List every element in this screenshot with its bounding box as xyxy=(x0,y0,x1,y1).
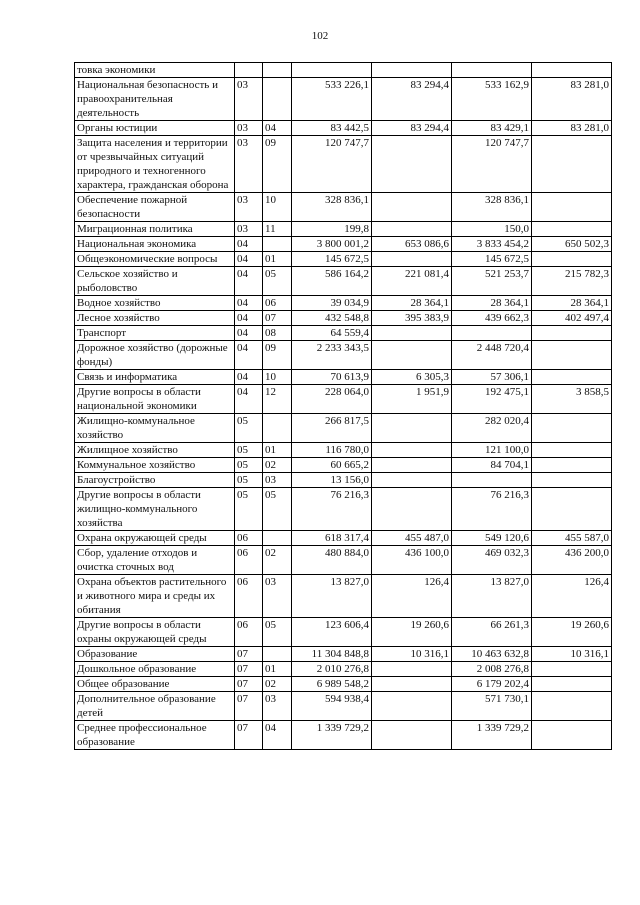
amount-total-year2: 2 448 720,4 xyxy=(452,341,532,370)
amount-total-year2 xyxy=(452,473,532,488)
amount-total-year1: 123 606,4 xyxy=(292,618,372,647)
section-code: 03 xyxy=(235,193,263,222)
amount-total-year1: 11 304 848,8 xyxy=(292,647,372,662)
table-row xyxy=(75,237,612,252)
table-row xyxy=(75,267,612,296)
amount-total-year2: 66 261,3 xyxy=(452,618,532,647)
amount-subventions-year2: 83 281,0 xyxy=(532,121,612,136)
amount-total-year2: 10 463 632,8 xyxy=(452,647,532,662)
section-code: 04 xyxy=(235,370,263,385)
amount-total-year2: 533 162,9 xyxy=(452,78,532,121)
amount-subventions-year1: 10 316,1 xyxy=(372,647,452,662)
amount-subventions-year2 xyxy=(532,692,612,721)
amount-total-year2: 439 662,3 xyxy=(452,311,532,326)
amount-total-year2: 6 179 202,4 xyxy=(452,677,532,692)
subsection-code: 10 xyxy=(263,370,292,385)
amount-total-year2 xyxy=(452,63,532,78)
amount-total-year1: 432 548,8 xyxy=(292,311,372,326)
amount-total-year2: 57 306,1 xyxy=(452,370,532,385)
subsection-code xyxy=(263,237,292,252)
section-code: 04 xyxy=(235,237,263,252)
section-code: 07 xyxy=(235,647,263,662)
table-row xyxy=(75,677,612,692)
item-name: Национальная экономика xyxy=(75,237,235,252)
subsection-code: 01 xyxy=(263,662,292,677)
amount-subventions-year2 xyxy=(532,136,612,193)
subsection-code: 09 xyxy=(263,341,292,370)
table-row xyxy=(75,443,612,458)
amount-subventions-year1: 653 086,6 xyxy=(372,237,452,252)
item-name: Органы юстиции xyxy=(75,121,235,136)
subsection-code: 04 xyxy=(263,121,292,136)
amount-total-year1: 328 836,1 xyxy=(292,193,372,222)
section-code: 06 xyxy=(235,531,263,546)
amount-subventions-year2: 455 587,0 xyxy=(532,531,612,546)
amount-subventions-year2 xyxy=(532,222,612,237)
amount-subventions-year1: 19 260,6 xyxy=(372,618,452,647)
item-name: Сельское хозяйство и рыболовство xyxy=(75,267,235,296)
subsection-code: 05 xyxy=(263,618,292,647)
table-body xyxy=(75,63,612,750)
item-name: Обеспечение пожарной безопасности xyxy=(75,193,235,222)
amount-subventions-year2: 126,4 xyxy=(532,575,612,618)
section-code: 03 xyxy=(235,136,263,193)
amount-total-year1: 533 226,1 xyxy=(292,78,372,121)
amount-subventions-year1 xyxy=(372,721,452,750)
amount-subventions-year1 xyxy=(372,136,452,193)
amount-total-year2: 192 475,1 xyxy=(452,385,532,414)
subsection-code: 03 xyxy=(263,575,292,618)
item-name: Другие вопросы в области жилищно-коммунального хозяйства xyxy=(75,488,235,531)
amount-total-year2: 1 339 729,2 xyxy=(452,721,532,750)
table-row xyxy=(75,414,612,443)
subsection-code: 11 xyxy=(263,222,292,237)
amount-subventions-year2 xyxy=(532,662,612,677)
amount-total-year1: 13 156,0 xyxy=(292,473,372,488)
amount-total-year2: 150,0 xyxy=(452,222,532,237)
subsection-code xyxy=(263,531,292,546)
amount-subventions-year2: 3 858,5 xyxy=(532,385,612,414)
table-row xyxy=(75,546,612,575)
amount-total-year1: 2 233 343,5 xyxy=(292,341,372,370)
amount-total-year2: 282 020,4 xyxy=(452,414,532,443)
item-name: Жилищно-коммунальное хозяйство xyxy=(75,414,235,443)
item-name: Среднее профессиональное образование xyxy=(75,721,235,750)
item-name: Миграционная политика xyxy=(75,222,235,237)
item-name: Другие вопросы в области национальной экономики xyxy=(75,385,235,414)
section-code: 06 xyxy=(235,618,263,647)
amount-subventions-year1 xyxy=(372,692,452,721)
section-code: 05 xyxy=(235,443,263,458)
amount-subventions-year2 xyxy=(532,414,612,443)
amount-subventions-year2: 19 260,6 xyxy=(532,618,612,647)
section-code: 07 xyxy=(235,662,263,677)
amount-total-year1: 618 317,4 xyxy=(292,531,372,546)
item-name: Коммунальное хозяйство xyxy=(75,458,235,473)
section-code: 03 xyxy=(235,78,263,121)
amount-total-year1: 60 665,2 xyxy=(292,458,372,473)
item-name: Образование xyxy=(75,647,235,662)
item-name: Сбор, удаление отходов и очистка сточных вод xyxy=(75,546,235,575)
amount-subventions-year1 xyxy=(372,458,452,473)
item-name: Водное хозяйство xyxy=(75,296,235,311)
item-name: Охрана объектов растительного и животного мира и среды их обитания xyxy=(75,575,235,618)
subsection-code: 02 xyxy=(263,677,292,692)
subsection-code: 09 xyxy=(263,136,292,193)
amount-subventions-year1: 126,4 xyxy=(372,575,452,618)
subsection-code: 06 xyxy=(263,296,292,311)
section-code: 07 xyxy=(235,692,263,721)
amount-total-year1: 83 442,5 xyxy=(292,121,372,136)
item-name: Дорожное хозяйство (дорожные фонды) xyxy=(75,341,235,370)
amount-total-year1: 39 034,9 xyxy=(292,296,372,311)
amount-subventions-year1 xyxy=(372,488,452,531)
amount-total-year1: 145 672,5 xyxy=(292,252,372,267)
section-code: 03 xyxy=(235,222,263,237)
table-row xyxy=(75,370,612,385)
amount-total-year1: 3 800 001,2 xyxy=(292,237,372,252)
amount-subventions-year1: 28 364,1 xyxy=(372,296,452,311)
amount-subventions-year2: 402 497,4 xyxy=(532,311,612,326)
amount-total-year1 xyxy=(292,63,372,78)
table-row xyxy=(75,618,612,647)
item-name: Другие вопросы в области охраны окружающей среды xyxy=(75,618,235,647)
section-code: 05 xyxy=(235,473,263,488)
amount-total-year2: 84 704,1 xyxy=(452,458,532,473)
section-code: 07 xyxy=(235,677,263,692)
section-code: 05 xyxy=(235,488,263,531)
section-code: 05 xyxy=(235,458,263,473)
section-code: 04 xyxy=(235,385,263,414)
amount-subventions-year1 xyxy=(372,63,452,78)
item-name: товка экономики xyxy=(75,63,235,78)
subsection-code xyxy=(263,78,292,121)
amount-subventions-year1: 1 951,9 xyxy=(372,385,452,414)
table-row xyxy=(75,473,612,488)
subsection-code: 12 xyxy=(263,385,292,414)
subsection-code: 02 xyxy=(263,546,292,575)
subsection-code: 01 xyxy=(263,252,292,267)
item-name: Национальная безопасность и правоохранительная деятельность xyxy=(75,78,235,121)
table-row xyxy=(75,193,612,222)
table-row xyxy=(75,311,612,326)
item-name: Охрана окружающей среды xyxy=(75,531,235,546)
amount-total-year2: 121 100,0 xyxy=(452,443,532,458)
table-row xyxy=(75,458,612,473)
amount-subventions-year1 xyxy=(372,326,452,341)
amount-subventions-year2: 650 502,3 xyxy=(532,237,612,252)
table-row xyxy=(75,647,612,662)
amount-total-year2: 120 747,7 xyxy=(452,136,532,193)
item-name: Благоустройство xyxy=(75,473,235,488)
subsection-code: 07 xyxy=(263,311,292,326)
amount-subventions-year2 xyxy=(532,443,612,458)
amount-subventions-year1: 221 081,4 xyxy=(372,267,452,296)
amount-total-year2: 571 730,1 xyxy=(452,692,532,721)
amount-total-year1: 64 559,4 xyxy=(292,326,372,341)
item-name: Защита населения и территории от чрезвычайных ситуаций природного и техногенного характера, гражданская оборона xyxy=(75,136,235,193)
section-code: 05 xyxy=(235,414,263,443)
table-row xyxy=(75,252,612,267)
amount-subventions-year2 xyxy=(532,458,612,473)
amount-subventions-year2: 10 316,1 xyxy=(532,647,612,662)
amount-total-year2: 28 364,1 xyxy=(452,296,532,311)
subsection-code: 03 xyxy=(263,692,292,721)
subsection-code: 01 xyxy=(263,443,292,458)
amount-total-year1: 266 817,5 xyxy=(292,414,372,443)
budget-table xyxy=(74,62,612,750)
amount-total-year1: 199,8 xyxy=(292,222,372,237)
amount-subventions-year2 xyxy=(532,63,612,78)
table-row xyxy=(75,296,612,311)
page-number: 102 xyxy=(311,30,329,42)
amount-subventions-year1: 83 294,4 xyxy=(372,78,452,121)
amount-subventions-year1 xyxy=(372,341,452,370)
section-code: 04 xyxy=(235,341,263,370)
subsection-code: 05 xyxy=(263,267,292,296)
section-code: 06 xyxy=(235,546,263,575)
amount-subventions-year2: 215 782,3 xyxy=(532,267,612,296)
amount-subventions-year1 xyxy=(372,252,452,267)
amount-subventions-year1: 83 294,4 xyxy=(372,121,452,136)
table-row xyxy=(75,326,612,341)
subsection-code: 08 xyxy=(263,326,292,341)
table-row xyxy=(75,721,612,750)
amount-subventions-year2 xyxy=(532,252,612,267)
section-code: 07 xyxy=(235,721,263,750)
table-row xyxy=(75,136,612,193)
table-row xyxy=(75,341,612,370)
amount-subventions-year2 xyxy=(532,193,612,222)
amount-subventions-year1: 395 383,9 xyxy=(372,311,452,326)
amount-subventions-year2 xyxy=(532,677,612,692)
amount-total-year1: 6 989 548,2 xyxy=(292,677,372,692)
subsection-code: 10 xyxy=(263,193,292,222)
section-code: 04 xyxy=(235,311,263,326)
section-code: 04 xyxy=(235,296,263,311)
amount-total-year2: 13 827,0 xyxy=(452,575,532,618)
section-code: 04 xyxy=(235,252,263,267)
table-row xyxy=(75,692,612,721)
amount-subventions-year1: 455 487,0 xyxy=(372,531,452,546)
item-name: Транспорт xyxy=(75,326,235,341)
amount-total-year1: 76 216,3 xyxy=(292,488,372,531)
item-name: Общеэкономические вопросы xyxy=(75,252,235,267)
section-code: 04 xyxy=(235,326,263,341)
subsection-code xyxy=(263,414,292,443)
amount-total-year1: 120 747,7 xyxy=(292,136,372,193)
amount-total-year2: 76 216,3 xyxy=(452,488,532,531)
amount-subventions-year2 xyxy=(532,341,612,370)
amount-subventions-year2 xyxy=(532,326,612,341)
amount-total-year1: 70 613,9 xyxy=(292,370,372,385)
item-name: Связь и информатика xyxy=(75,370,235,385)
amount-subventions-year1: 6 305,3 xyxy=(372,370,452,385)
amount-total-year1: 2 010 276,8 xyxy=(292,662,372,677)
item-name: Лесное хозяйство xyxy=(75,311,235,326)
amount-subventions-year1 xyxy=(372,222,452,237)
amount-total-year2: 328 836,1 xyxy=(452,193,532,222)
amount-total-year2: 145 672,5 xyxy=(452,252,532,267)
table-row xyxy=(75,222,612,237)
subsection-code: 03 xyxy=(263,473,292,488)
item-name: Общее образование xyxy=(75,677,235,692)
subsection-code: 05 xyxy=(263,488,292,531)
amount-total-year1: 228 064,0 xyxy=(292,385,372,414)
item-name: Дошкольное образование xyxy=(75,662,235,677)
subsection-code: 02 xyxy=(263,458,292,473)
item-name: Дополнительное образование детей xyxy=(75,692,235,721)
amount-subventions-year2: 28 364,1 xyxy=(532,296,612,311)
amount-subventions-year2 xyxy=(532,721,612,750)
amount-total-year2: 3 833 454,2 xyxy=(452,237,532,252)
amount-subventions-year2 xyxy=(532,488,612,531)
amount-total-year1: 1 339 729,2 xyxy=(292,721,372,750)
item-name: Жилищное хозяйство xyxy=(75,443,235,458)
amount-subventions-year1 xyxy=(372,662,452,677)
table-row xyxy=(75,63,612,78)
table-row xyxy=(75,121,612,136)
amount-total-year2: 469 032,3 xyxy=(452,546,532,575)
subsection-code xyxy=(263,647,292,662)
table-row xyxy=(75,488,612,531)
amount-subventions-year1 xyxy=(372,473,452,488)
table-row xyxy=(75,78,612,121)
section-code: 04 xyxy=(235,267,263,296)
amount-total-year2: 549 120,6 xyxy=(452,531,532,546)
amount-total-year1: 116 780,0 xyxy=(292,443,372,458)
amount-subventions-year1 xyxy=(372,443,452,458)
amount-total-year1: 13 827,0 xyxy=(292,575,372,618)
amount-subventions-year2 xyxy=(532,370,612,385)
amount-subventions-year2 xyxy=(532,473,612,488)
amount-total-year1: 480 884,0 xyxy=(292,546,372,575)
table-row xyxy=(75,385,612,414)
subsection-code xyxy=(263,63,292,78)
table-row xyxy=(75,531,612,546)
amount-subventions-year1 xyxy=(372,414,452,443)
section-code: 06 xyxy=(235,575,263,618)
amount-subventions-year2: 83 281,0 xyxy=(532,78,612,121)
amount-subventions-year1 xyxy=(372,677,452,692)
amount-total-year2 xyxy=(452,326,532,341)
section-code xyxy=(235,63,263,78)
section-code: 03 xyxy=(235,121,263,136)
amount-subventions-year1 xyxy=(372,193,452,222)
amount-subventions-year2: 436 200,0 xyxy=(532,546,612,575)
table-row xyxy=(75,662,612,677)
amount-total-year2: 83 429,1 xyxy=(452,121,532,136)
subsection-code: 04 xyxy=(263,721,292,750)
amount-total-year1: 586 164,2 xyxy=(292,267,372,296)
amount-total-year2: 521 253,7 xyxy=(452,267,532,296)
amount-total-year1: 594 938,4 xyxy=(292,692,372,721)
table-row xyxy=(75,575,612,618)
amount-total-year2: 2 008 276,8 xyxy=(452,662,532,677)
amount-subventions-year1: 436 100,0 xyxy=(372,546,452,575)
